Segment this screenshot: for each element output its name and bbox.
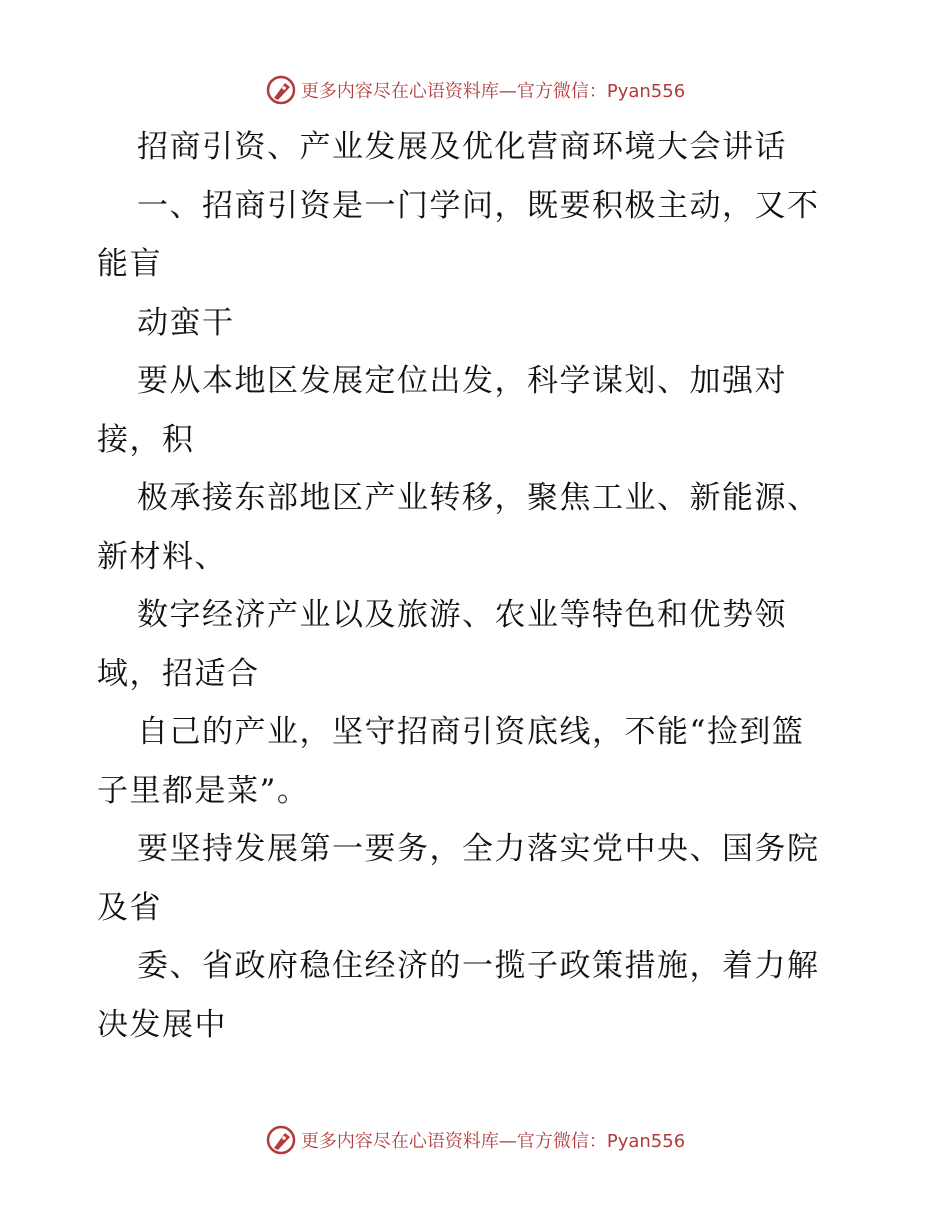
text-line: 动蛮干 bbox=[137, 304, 235, 341]
text-line: 委、省政府稳住经济的一揽子政策措施，着力解 bbox=[137, 948, 820, 984]
watermark-banner-top bbox=[0, 70, 950, 110]
text-line: 及省 bbox=[97, 889, 162, 926]
text-line: 能盲 bbox=[97, 246, 162, 282]
doc-title: 招商引资、产业发展及优化营商环境大会讲话 bbox=[137, 129, 787, 165]
pen-nib-circle-icon bbox=[265, 1124, 297, 1156]
text-line: 一、招商引资是一门学问，既要积极主动，又不 bbox=[137, 187, 820, 224]
text-line: 接，积 bbox=[97, 421, 195, 458]
text-line: 自己的产业，坚守招商引资底线，不能“捡到篮 bbox=[137, 714, 805, 750]
text-line: 域，招适合 bbox=[97, 655, 260, 692]
text-line: 要坚持发展第一要务，全力落实党中央、国务院 bbox=[137, 831, 820, 867]
watermark-banner-bottom bbox=[0, 1120, 950, 1160]
text-line: 数字经济产业以及旅游、农业等特色和优势领 bbox=[137, 597, 787, 633]
text-line: 要从本地区发展定位出发，科学谋划、加强对 bbox=[137, 363, 787, 399]
watermark-text: 更多内容尽在心语资料库—官方微信：Pyan556 bbox=[300, 81, 686, 102]
text-line: 极承接东部地区产业转移，聚焦工业、新能源、 bbox=[137, 480, 820, 516]
text-line: 决发展中 bbox=[97, 1006, 227, 1043]
text-line: 新材料、 bbox=[97, 538, 227, 575]
pen-nib-circle-icon bbox=[265, 74, 297, 106]
watermark-text: 更多内容尽在心语资料库—官方微信：Pyan556 bbox=[300, 1131, 686, 1152]
text-line: 子里都是菜”。 bbox=[97, 772, 310, 809]
document-body bbox=[97, 118, 867, 1054]
